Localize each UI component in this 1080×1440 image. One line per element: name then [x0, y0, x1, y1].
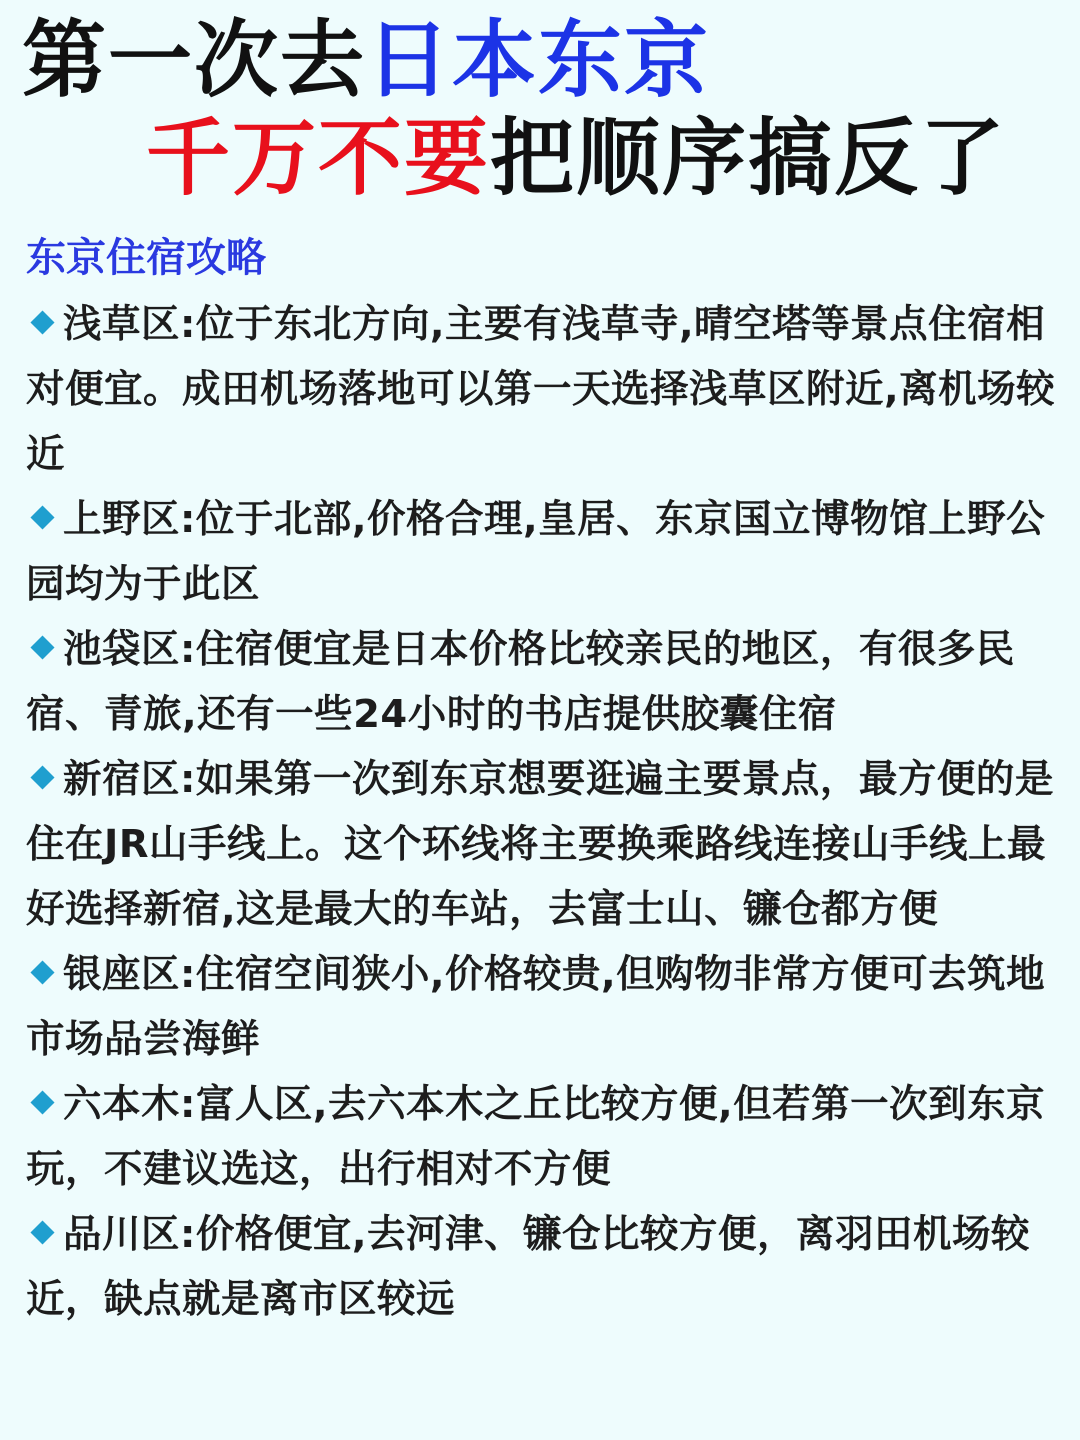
diamond-bullet-icon [30, 1090, 54, 1114]
diamond-bullet-icon [30, 310, 54, 334]
diamond-bullet-icon [30, 505, 54, 529]
list-item-shinjuku [26, 747, 1056, 942]
page-title-line-1 [22, 11, 711, 109]
item-text: 品川区:价格便宜,去河津、镰仓比较方便，离羽田机场较近，缺点就是离市区较远 [26, 1212, 1031, 1322]
list-item-ueno [26, 487, 1056, 617]
item-text: 浅草区:位于东北方向,主要有浅草寺,晴空塔等景点住宿相对便宜。成田机场落地可以第一天选择浅草区附近,离机场较近 [26, 302, 1056, 477]
list-item-shinagawa [26, 1202, 1056, 1332]
list-item-asakusa [26, 292, 1056, 487]
title-part-never: 千万不要 [146, 109, 491, 207]
item-text: 银座区:住宿空间狭小,价格较贵,但购物非常方便可去筑地市场品尝海鲜 [26, 952, 1046, 1062]
item-text: 新宿区:如果第一次到东京想要逛遍主要景点，最方便的是住在JR山手线上。这个环线将主要换乘路线连接山手线上最好选择新宿,这是最大的车站，去富士山、镰仓都方便 [26, 757, 1054, 932]
item-text: 池袋区:住宿便宜是日本价格比较亲民的地区，有很多民宿、青旅,还有一些24小时的书店提供胶囊住宿 [26, 627, 1015, 737]
section-title: 东京住宿攻略 [26, 235, 266, 281]
diamond-bullet-icon [30, 960, 54, 984]
list-item-roppongi [26, 1072, 1056, 1202]
page-title-line-2 [146, 109, 1007, 207]
diamond-bullet-icon [30, 635, 54, 659]
list-item-ginza [26, 942, 1056, 1072]
title-part-order-reversed: 把顺序搞反了 [490, 109, 1007, 207]
item-text: 上野区:位于北部,价格合理,皇居、东京国立博物馆上野公园均为于此区 [26, 497, 1046, 607]
title-part-tokyo: 日本东京 [366, 11, 711, 109]
accommodation-list [26, 292, 1056, 1332]
diamond-bullet-icon [30, 765, 54, 789]
list-item-ikebukuro [26, 617, 1056, 747]
diamond-bullet-icon [30, 1220, 54, 1244]
title-part-first-time: 第一次去 [22, 11, 367, 109]
item-text: 六本木:富人区,去六本木之丘比较方便,但若第一次到东京玩，不建议选这，出行相对不方便 [26, 1082, 1046, 1192]
